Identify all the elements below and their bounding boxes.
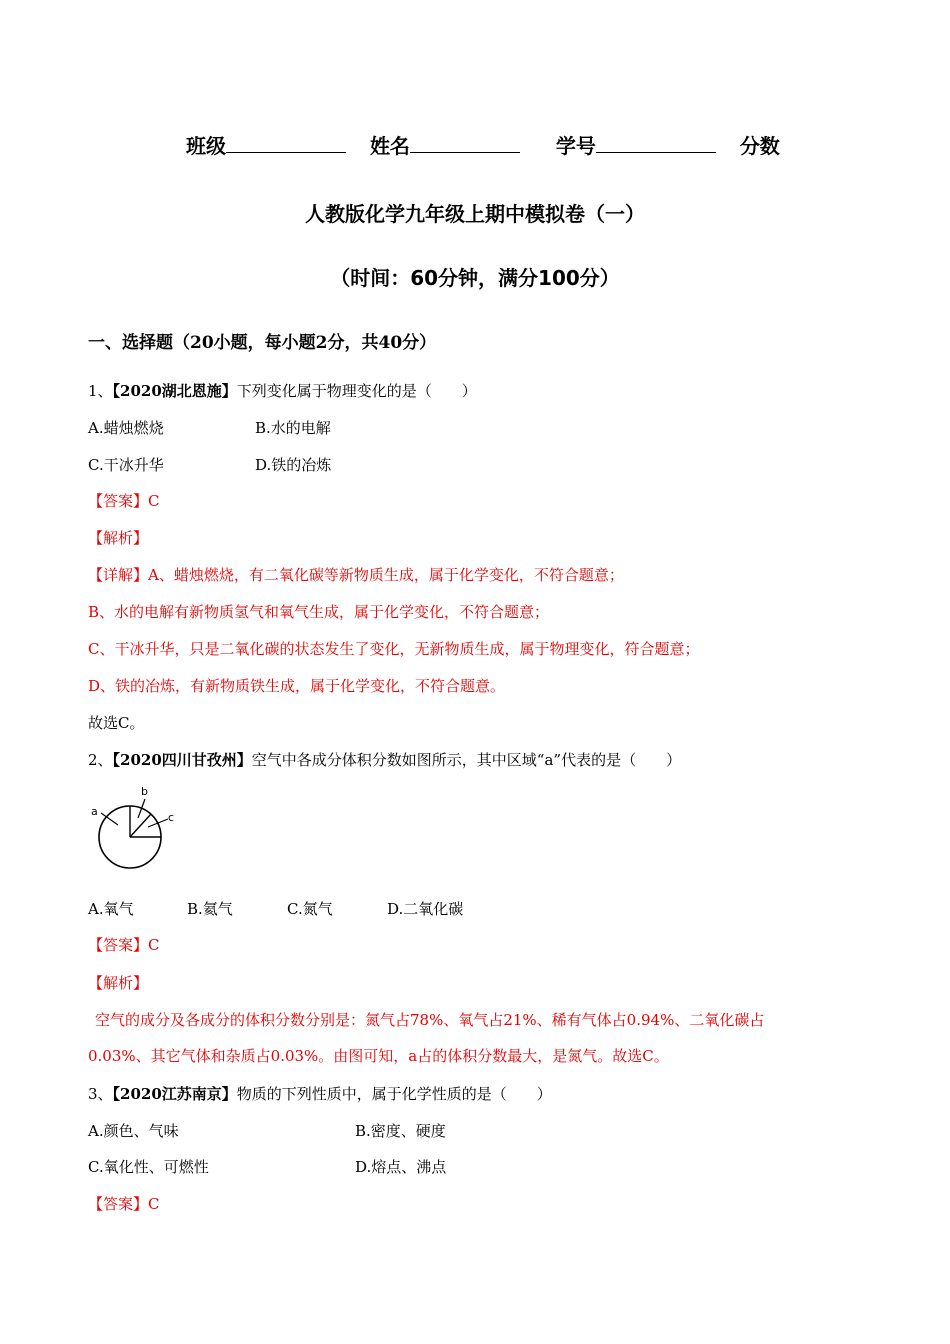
id-blank[interactable] <box>596 134 716 153</box>
q2-answer-value: C <box>148 936 160 954</box>
q2-stem: 空气中各成分体积分数如图所示，其中区域“a”代表的是（ ） <box>251 751 682 769</box>
q1-option-d: D.铁的冶炼 <box>255 456 332 474</box>
name-label: 姓名 <box>369 134 410 158</box>
q2-answer <box>88 934 160 955</box>
header-fields <box>186 130 780 159</box>
page-subtitle: （时间：60分钟，满分100分） <box>330 266 620 290</box>
q1-option-a: A.蜡烛燃烧 <box>88 419 164 437</box>
q3-answer-value: C <box>148 1195 160 1213</box>
label-c: c <box>168 811 175 824</box>
class-label: 班级 <box>186 134 226 158</box>
q2-option-a: A.氧气 <box>88 900 134 918</box>
page-title: 人教版化学九年级上期中模拟卷（一） <box>305 202 645 226</box>
q1-conclusion: 故选C。 <box>88 714 145 732</box>
score-label: 分数 <box>739 134 780 158</box>
q1-detail-line-4: D、铁的冶炼，有新物质铁生成，属于化学变化，不符合题意。 <box>88 677 506 695</box>
leader-c <box>148 819 168 827</box>
id-label: 学号 <box>555 134 596 158</box>
q1-analysis-tag: 【解析】 <box>88 529 149 547</box>
q1-number: 1、 <box>88 382 113 400</box>
q1-detail-tag: 【详解】 <box>88 566 149 584</box>
q1-detail-line-3: C、干冰升华，只是二氧化碳的状态发生了变化，无新物质生成，属于物理变化，符合题意； <box>88 640 700 658</box>
name-blank[interactable] <box>410 134 520 153</box>
q3-answer <box>88 1193 160 1214</box>
q3-option-c: C.氧化性、可燃性 <box>88 1158 209 1176</box>
q3-option-b: B.密度、硬度 <box>355 1122 446 1140</box>
q3-answer-tag: 【答案】 <box>88 1195 149 1213</box>
q2-source: 【2020四川甘孜州】 <box>112 751 252 769</box>
question-3 <box>88 1083 552 1104</box>
q1-answer <box>88 490 160 511</box>
q1-detail-text-a: A、蜡烛燃烧，有二氧化碳等新物质生成，属于化学变化，不符合题意； <box>148 566 624 584</box>
q3-number: 3、 <box>88 1085 113 1103</box>
class-blank[interactable] <box>226 134 346 153</box>
q1-source: 【2020湖北恩施】 <box>112 382 237 400</box>
label-b: b <box>141 785 148 798</box>
q3-source: 【2020江苏南京】 <box>112 1085 237 1103</box>
q1-answer-value: C <box>148 492 160 510</box>
q2-analysis-tag: 【解析】 <box>88 974 149 992</box>
q1-option-b: B.水的电解 <box>255 419 331 437</box>
q3-option-a: A.颜色、气味 <box>88 1122 179 1140</box>
q1-detail-line-1 <box>88 564 624 585</box>
question-1 <box>88 380 477 401</box>
q2-answer-tag: 【答案】 <box>88 936 149 954</box>
q1-stem: 下列变化属于物理变化的是（ ） <box>236 382 477 400</box>
q1-answer-tag: 【答案】 <box>88 492 149 510</box>
q2-option-b: B.氦气 <box>187 900 233 918</box>
section-heading: 一、选择题（20小题，每小题2分，共40分） <box>88 333 437 353</box>
q2-option-c: C.氮气 <box>287 900 333 918</box>
question-2 <box>88 749 681 770</box>
q2-option-d: D.二氧化碳 <box>387 900 464 918</box>
q2-analysis-line-1: 空气的成分及各成分的体积分数分别是：氮气占78%、氧气占21%、稀有气体占0.94%、二氧化碳占 <box>95 1011 765 1029</box>
pie-divider-mid <box>130 814 151 837</box>
air-composition-pie-figure <box>88 782 188 874</box>
q2-number: 2、 <box>88 751 113 769</box>
q3-stem: 物质的下列性质中，属于化学性质的是（ ） <box>236 1085 552 1103</box>
q1-detail-line-2: B、水的电解有新物质氢气和氧气生成，属于化学变化，不符合题意； <box>88 603 550 621</box>
q2-analysis-line-2: 0.03%、其它气体和杂质占0.03%。由图可知，a占的体积分数最大，是氮气。故选C。 <box>88 1047 669 1065</box>
q1-option-c: C.干冰升华 <box>88 456 164 474</box>
label-a: a <box>91 805 98 818</box>
q3-option-d: D.熔点、沸点 <box>355 1158 447 1176</box>
